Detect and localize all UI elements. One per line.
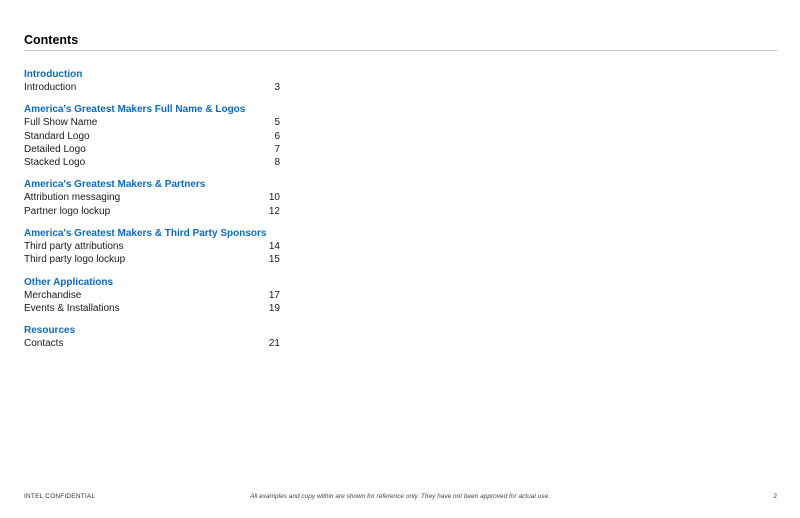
toc-entry[interactable] bbox=[24, 205, 280, 218]
entry-label: Third party logo lockup bbox=[24, 254, 126, 266]
section-heading[interactable]: America's Greatest Makers Full Name & Logos bbox=[24, 104, 246, 116]
entry-label: Full Show Name bbox=[24, 117, 98, 129]
page-number: 2 bbox=[773, 493, 777, 500]
entry-label: Third party attributions bbox=[24, 241, 124, 253]
entry-label: Introduction bbox=[24, 82, 77, 93]
entry-label: Standard Logo bbox=[24, 130, 90, 142]
page-title: Contents bbox=[24, 33, 79, 47]
toc-entry[interactable] bbox=[24, 130, 280, 143]
toc-section-resources bbox=[24, 324, 280, 350]
toc-entry[interactable] bbox=[24, 81, 280, 94]
entry-page-number: 17 bbox=[268, 289, 280, 301]
disclaimer-text: All examples and copy within are shown for reference only. They have not been approved for actual use. bbox=[250, 493, 550, 500]
entry-page-number: 14 bbox=[268, 241, 280, 253]
table-of-contents bbox=[24, 68, 280, 360]
entry-label: Stacked Logo bbox=[24, 157, 86, 169]
toc-entry[interactable] bbox=[24, 143, 280, 156]
entry-label: Events & Installations bbox=[24, 302, 120, 314]
entry-label: Detailed Logo bbox=[24, 143, 86, 155]
toc-entry[interactable] bbox=[24, 156, 280, 169]
toc-entry[interactable] bbox=[24, 253, 280, 266]
toc-section-partners bbox=[24, 178, 280, 218]
toc-section-introduction bbox=[24, 68, 280, 94]
title-divider bbox=[24, 50, 777, 51]
confidential-label: INTEL CONFIDENTIAL bbox=[24, 493, 96, 500]
entry-label: Partner logo lockup bbox=[24, 205, 111, 217]
section-heading[interactable]: America's Greatest Makers & Third Party Sponsors bbox=[24, 228, 267, 240]
toc-section-full-name-logos bbox=[24, 103, 280, 169]
toc-entry[interactable] bbox=[24, 302, 280, 315]
entry-page-number: 12 bbox=[268, 205, 280, 217]
entry-page-number: 8 bbox=[274, 157, 280, 169]
entry-page-number: 6 bbox=[274, 130, 280, 142]
entry-page-number: 7 bbox=[274, 143, 280, 155]
entry-label: Attribution messaging bbox=[24, 192, 121, 204]
entry-page-number: 15 bbox=[268, 254, 280, 266]
entry-page-number: 10 bbox=[268, 192, 280, 204]
entry-label: Merchandise bbox=[24, 289, 82, 301]
entry-label: Contacts bbox=[24, 338, 64, 350]
entry-page-number: 21 bbox=[268, 338, 280, 350]
entry-page-number: 5 bbox=[274, 117, 280, 129]
toc-entry[interactable] bbox=[24, 337, 280, 350]
toc-section-third-party-sponsors bbox=[24, 227, 280, 267]
entry-page-number: 3 bbox=[274, 82, 280, 93]
section-heading[interactable]: Introduction bbox=[24, 69, 83, 80]
toc-entry[interactable] bbox=[24, 191, 280, 204]
section-heading[interactable]: Other Applications bbox=[24, 276, 114, 288]
entry-page-number: 19 bbox=[268, 302, 280, 314]
section-heading[interactable]: America's Greatest Makers & Partners bbox=[24, 179, 206, 191]
toc-entry[interactable] bbox=[24, 116, 280, 129]
section-heading[interactable]: Resources bbox=[24, 325, 76, 337]
toc-section-other-applications bbox=[24, 276, 280, 316]
toc-entry[interactable] bbox=[24, 240, 280, 253]
toc-entry[interactable] bbox=[24, 289, 280, 302]
